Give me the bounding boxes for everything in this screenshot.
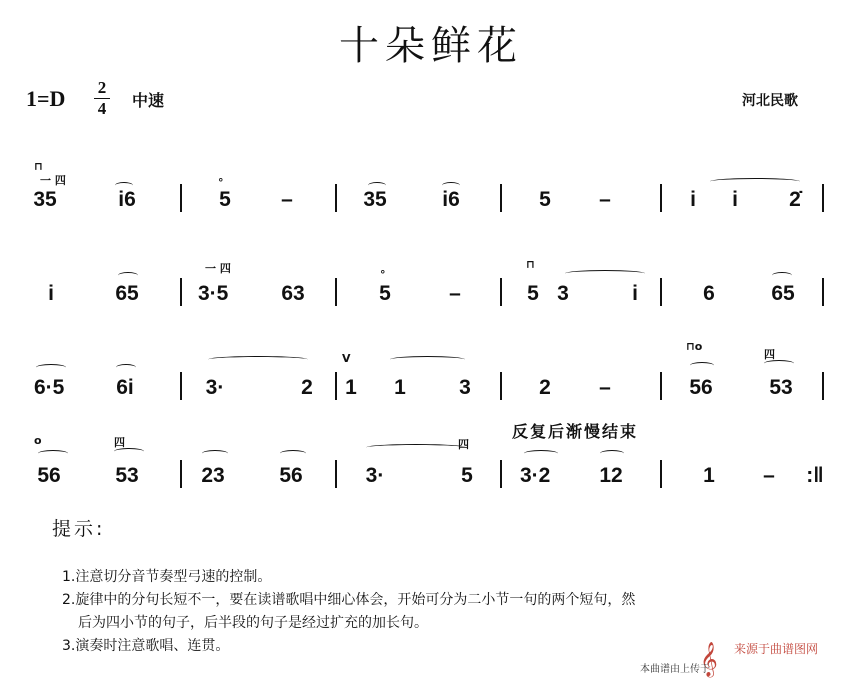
- slur: [772, 272, 792, 279]
- barline: [822, 184, 824, 212]
- hint-title: 提示:: [52, 518, 106, 540]
- score-title: 十朵鲜花: [339, 23, 523, 69]
- barline: [335, 184, 337, 212]
- barline: [822, 278, 824, 306]
- note-group: i6: [442, 188, 460, 211]
- note-group: i: [690, 188, 696, 211]
- tempo-marking: 中速: [132, 91, 165, 110]
- dash: –: [599, 188, 611, 211]
- slur: [208, 356, 308, 363]
- note-group: 2: [539, 376, 551, 399]
- key-signature: 1=D: [26, 86, 66, 111]
- expression-marking: 反复后渐慢结束: [512, 422, 639, 441]
- note-group: 2: [301, 376, 313, 399]
- barline: [500, 372, 502, 400]
- note-group: 12: [599, 464, 623, 487]
- note-line-1: 1.注意切分音节奏型弓速的控制。: [62, 569, 272, 585]
- dash: –: [281, 188, 293, 211]
- slur: [390, 356, 465, 363]
- note-group: 5: [527, 282, 539, 305]
- note-group: 3·: [365, 464, 385, 487]
- finger-mark: 四: [114, 436, 125, 449]
- note-group: 3·: [205, 376, 225, 399]
- barline: [500, 460, 502, 488]
- bow-mark: ⊓: [34, 160, 43, 173]
- finger-mark: 一 四: [40, 174, 66, 187]
- note-group: 1: [394, 376, 406, 399]
- slur: [565, 270, 645, 277]
- note-line-4: 3.演奏时注意歌唱、连贯。: [62, 638, 230, 654]
- note-group: 6: [703, 282, 715, 305]
- note-group: 65: [771, 282, 795, 305]
- note-group: i6: [118, 188, 136, 211]
- slur: [118, 272, 138, 279]
- barline: [660, 460, 662, 488]
- barline: [180, 278, 182, 306]
- bow-mark: ⊓: [526, 258, 535, 271]
- meter-bottom: 4: [97, 99, 107, 118]
- note-group: 56: [37, 464, 61, 487]
- score-row-2: [30, 258, 838, 318]
- note-line-2: 2.旋律中的分句长短不一，要在读谱歌唱中细心体会，开始可分为二小节一句的两个短句，然: [62, 592, 636, 608]
- note-group: 1: [345, 376, 357, 399]
- harmonic-mark: o: [34, 434, 42, 447]
- note-group: 53: [115, 464, 139, 487]
- finger-mark: 一 四: [205, 262, 231, 275]
- finger-mark: 四: [764, 348, 775, 361]
- note-group: 23: [201, 464, 225, 487]
- note-group: 35: [33, 188, 57, 211]
- slur: [524, 450, 558, 457]
- note-group: 3·2: [520, 464, 551, 487]
- footer-credit: 本曲谱由上传于: [640, 664, 710, 675]
- score-row-4: [30, 434, 838, 500]
- slur: [710, 178, 800, 185]
- note-group: 6·5: [34, 376, 65, 399]
- bow-mark: ⊓o: [686, 340, 703, 353]
- harmonic-mark: °: [380, 268, 386, 281]
- note-group: 5: [219, 188, 231, 211]
- slur: [116, 364, 136, 371]
- score-row-3: [30, 340, 838, 412]
- barline: [180, 460, 182, 488]
- note-line-3: 后为四小节的句子，后半段的句子是经过扩充的加长句。: [78, 615, 428, 631]
- note-group: 5: [379, 282, 391, 305]
- note-group: 3·5: [198, 282, 229, 305]
- slur: [600, 450, 624, 457]
- note-group: 56: [279, 464, 303, 487]
- treble-clef-logo-icon: 𝄞: [700, 642, 718, 677]
- note-group: 2̇: [789, 188, 801, 211]
- barline: [660, 278, 662, 306]
- watermark: 来源于曲谱图网: [734, 642, 819, 656]
- note-group: 3: [557, 282, 569, 305]
- slur: [366, 444, 466, 451]
- dash: –: [449, 282, 461, 305]
- note-group: 5: [461, 464, 473, 487]
- slur: [202, 450, 228, 457]
- barline: [500, 278, 502, 306]
- breath-mark: V: [342, 352, 351, 365]
- meter-top: 2: [97, 78, 107, 97]
- note-group: i: [48, 282, 54, 305]
- note-group: 56: [689, 376, 713, 399]
- barline: [822, 372, 824, 400]
- slur: [280, 450, 306, 457]
- barline: [500, 184, 502, 212]
- time-signature: [92, 78, 112, 119]
- barline: [180, 372, 182, 400]
- barline: [180, 184, 182, 212]
- barline: [660, 184, 662, 212]
- score-row-1: [30, 160, 838, 224]
- note-group: 5: [539, 188, 551, 211]
- slur: [690, 362, 714, 369]
- note-group: 65: [115, 282, 139, 305]
- song-source: 河北民歌: [742, 93, 798, 109]
- note-group: 63: [281, 282, 305, 305]
- note-group: 3: [459, 376, 471, 399]
- harmonic-mark: °: [218, 176, 224, 189]
- slur: [764, 360, 794, 367]
- barline: [660, 372, 662, 400]
- slur: [38, 450, 68, 457]
- slur: [36, 364, 66, 371]
- finger-mark: 四: [458, 438, 469, 451]
- repeat-end-barline: :‖: [806, 464, 824, 487]
- note-group: 1: [703, 464, 715, 487]
- note-group: i: [632, 282, 638, 305]
- note-group: 35: [363, 188, 387, 211]
- dash: –: [763, 464, 775, 487]
- slur: [114, 448, 144, 455]
- barline: [335, 278, 337, 306]
- note-group: 6i: [116, 376, 134, 399]
- dash: –: [599, 376, 611, 399]
- barline: [335, 460, 337, 488]
- note-group: i: [732, 188, 738, 211]
- note-group: 53: [769, 376, 793, 399]
